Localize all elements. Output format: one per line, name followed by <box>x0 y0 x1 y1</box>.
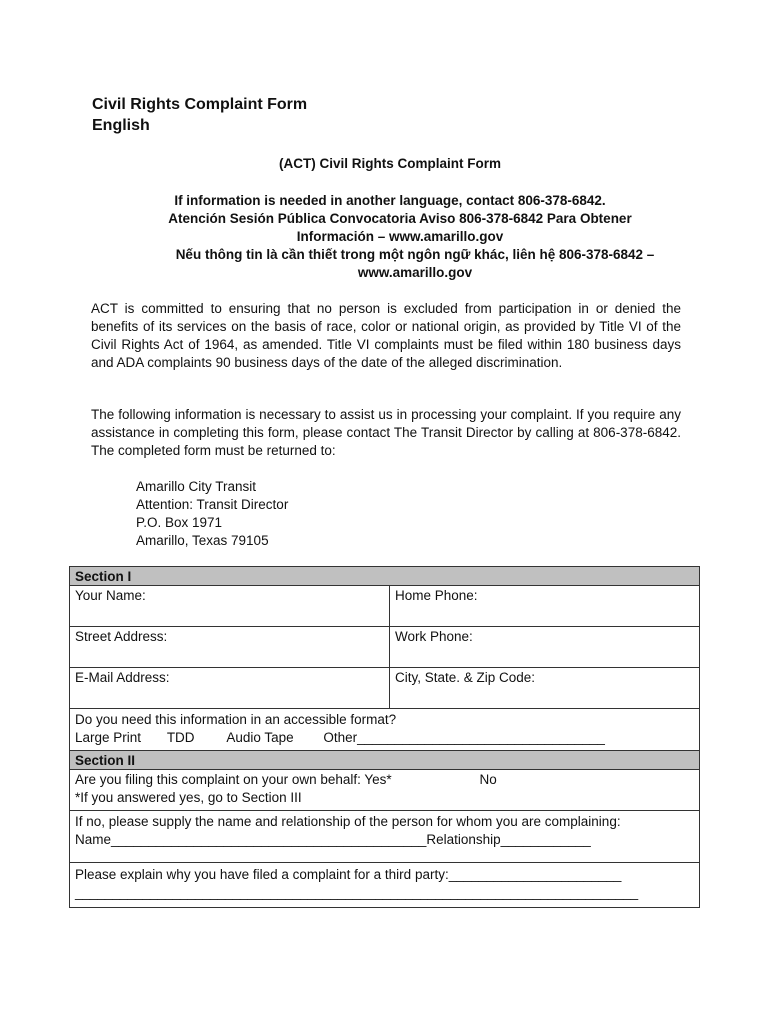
notice-spanish-line-1: Atención Sesión Pública Convocatoria Aviso 806-378-6842 Para Obtener <box>168 211 632 226</box>
accessible-format-block <box>70 709 699 751</box>
form-subtitle: (ACT) Civil Rights Complaint Form <box>279 156 501 171</box>
section-1-heading: Section I <box>70 567 699 586</box>
email-city-row <box>70 668 699 709</box>
section-2-heading: Section II <box>70 751 699 770</box>
commitment-paragraph: ACT is committed to ensuring that no person is excluded from participation in or denied the benefits of its services on the basis of race, color or national origin, as provided by Title VI of the Civil Rights Act of 1964, as amended. Title VI complaints must be filed within 180 business days and ADA complaints 90 business days of the date of the alleged discrimination. <box>91 301 681 370</box>
language-notice <box>60 192 720 282</box>
own-behalf-no-option[interactable]: No <box>479 772 497 787</box>
mailing-address <box>136 478 288 550</box>
address-line-2: Attention: Transit Director <box>136 497 289 512</box>
page-title <box>92 94 307 136</box>
title-line-2: English <box>92 117 150 134</box>
own-behalf-block <box>70 770 699 811</box>
work-phone-field[interactable]: Work Phone: <box>395 629 473 644</box>
street-address-field[interactable]: Street Address: <box>70 627 390 667</box>
title-line-1: Civil Rights Complaint Form <box>92 96 308 113</box>
format-option-tdd[interactable]: TDD <box>166 730 195 745</box>
your-name-field[interactable]: Your Name: <box>70 586 390 626</box>
notice-vietnamese-line-2: www.amarillo.gov <box>357 265 473 280</box>
instructions-paragraph: The following information is necessary to assist us in processing your complaint. If you require any assistance in completing this form, please contact The Transit Director by calling at 806-378-6842. The completed form must be returned to: <box>91 407 681 458</box>
notice-vietnamese-line-1: Nếu thông tin là cần thiết trong một ngôn ngữ khác, liên hệ 806-378-6842 – <box>175 247 655 262</box>
format-option-large-print[interactable]: Large Print <box>75 730 142 745</box>
explain-third-party-line[interactable]: ___________________________________________________________________________ <box>75 885 639 900</box>
accessible-format-question: Do you need this information in an accessible format? <box>75 712 397 727</box>
own-behalf-question-row <box>75 771 694 789</box>
name-phone-row <box>70 586 699 627</box>
home-phone-field[interactable]: Home Phone: <box>395 588 478 603</box>
format-option-other[interactable]: Other_________________________________ <box>323 730 605 745</box>
third-party-block <box>70 811 699 863</box>
city-state-zip-field[interactable]: City, State. & Zip Code: <box>395 670 536 685</box>
own-behalf-yes-option[interactable]: Are you filing this complaint on your own behalf: Yes* <box>75 772 392 787</box>
own-behalf-note: *If you answered yes, go to Section III <box>75 790 302 805</box>
complaint-form-table <box>69 566 700 908</box>
format-option-audio-tape[interactable]: Audio Tape <box>226 730 294 745</box>
address-line-1: Amarillo City Transit <box>136 479 257 494</box>
third-party-name-relationship-field[interactable]: Name__________________________________________Relationship____________ <box>75 832 591 847</box>
address-line-3: P.O. Box 1971 <box>136 515 223 530</box>
explain-third-party-prompt[interactable]: Please explain why you have filed a complaint for a third party:_______________________ <box>75 867 622 882</box>
email-address-field[interactable]: E-Mail Address: <box>70 668 390 708</box>
notice-spanish-line-2: Información – www.amarillo.gov <box>296 229 504 244</box>
third-party-prompt: If no, please supply the name and relationship of the person for whom you are complaining: <box>75 814 621 829</box>
address-line-4: Amarillo, Texas 79105 <box>136 533 269 548</box>
explain-third-party-block <box>70 863 699 907</box>
accessible-format-options <box>75 729 694 747</box>
address-phone-row <box>70 627 699 668</box>
notice-english: If information is needed in another language, contact 806-378-6842. <box>174 193 606 208</box>
